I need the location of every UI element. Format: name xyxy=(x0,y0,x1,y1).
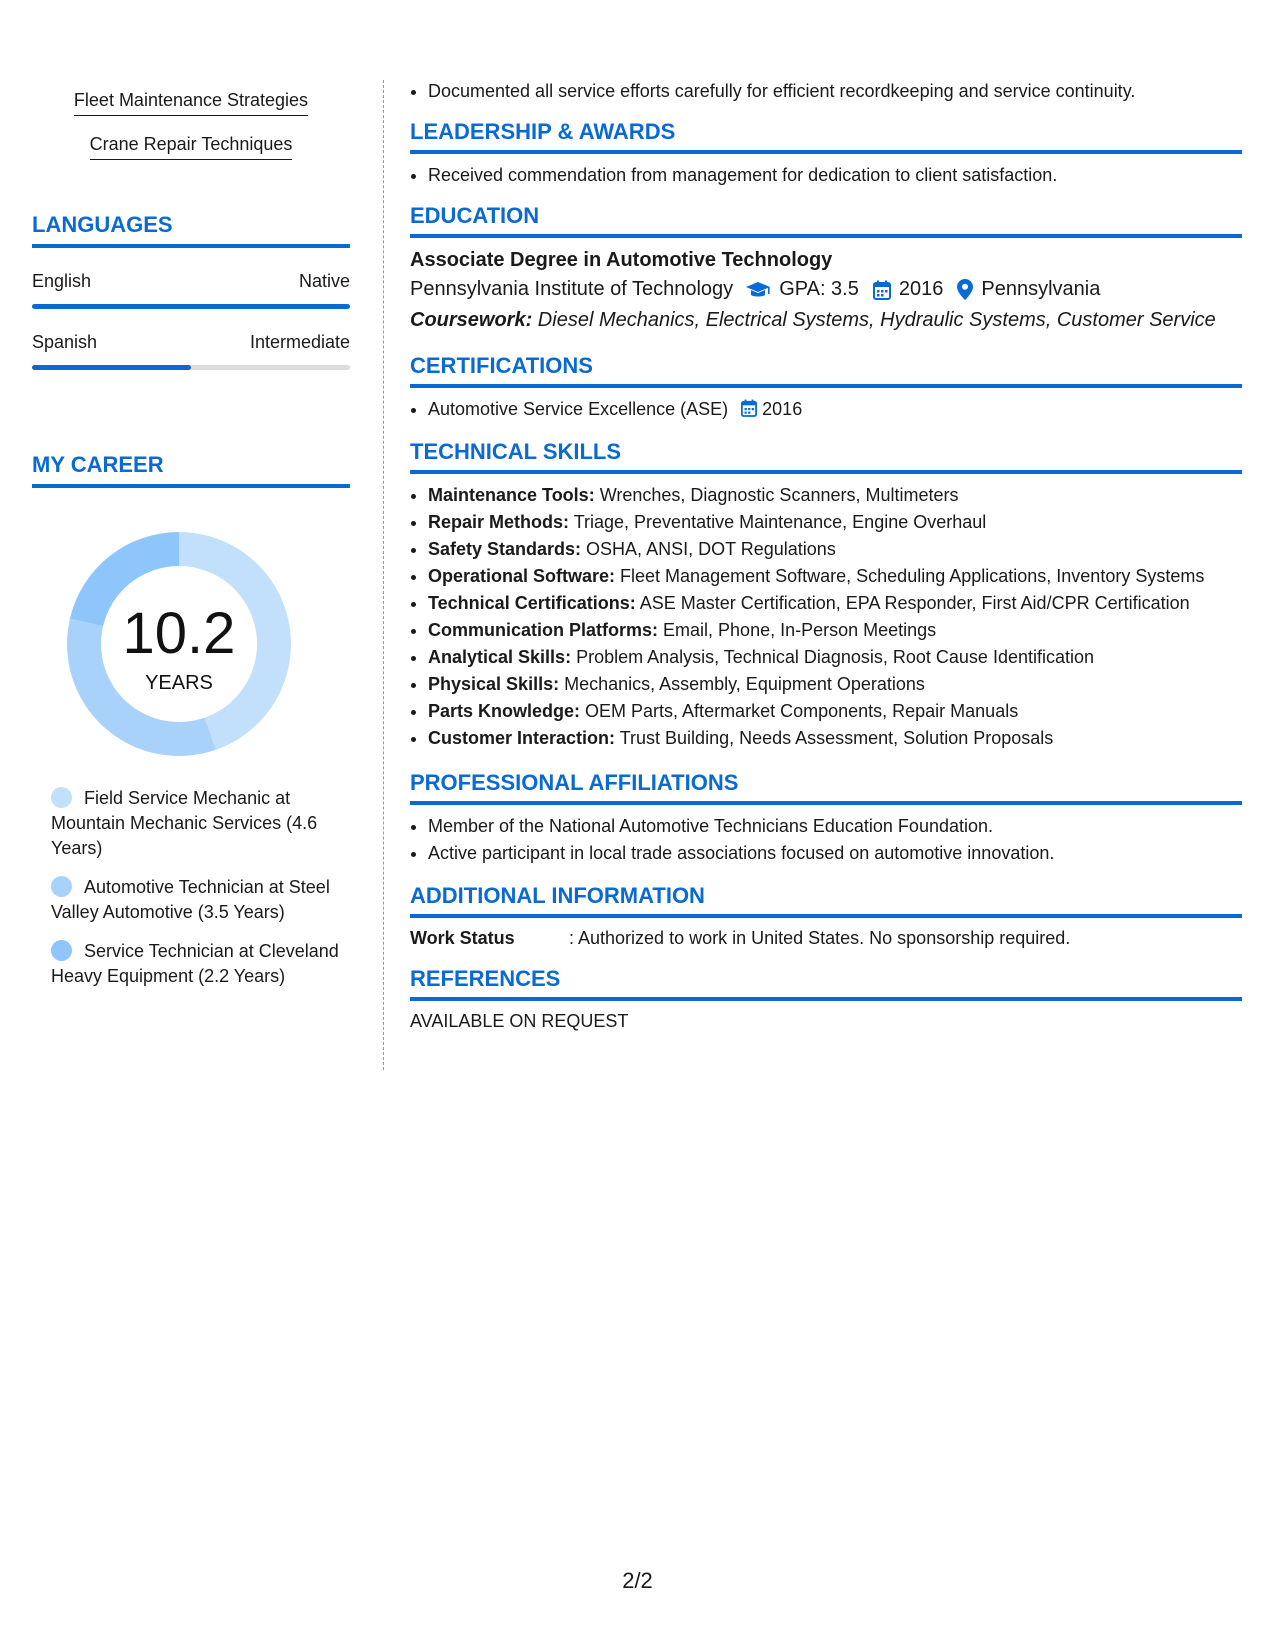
work-status-label: Work Status xyxy=(410,928,515,948)
skill-value: Wrenches, Diagnostic Scanners, Multimeters xyxy=(594,485,959,505)
skill-item xyxy=(428,590,1242,617)
skills-list xyxy=(410,482,1242,752)
experience-continued xyxy=(410,78,1242,105)
school-location: Pennsylvania xyxy=(981,278,1101,300)
language-bar-fill xyxy=(32,304,350,309)
career-unit: YEARS xyxy=(145,672,213,694)
skill-label: Physical Skills: xyxy=(428,674,560,694)
leadership-section xyxy=(410,119,1242,189)
experience-bullet: • Documented all service efforts carefully for efficient recordkeeping and service continuity. xyxy=(428,78,1242,105)
career-dot xyxy=(51,787,72,808)
career-section xyxy=(32,452,350,989)
certification-year: 2016 xyxy=(762,399,803,419)
skill-value: Triage, Preventative Maintenance, Engine Overhaul xyxy=(569,512,987,532)
skill-label: Operational Software: xyxy=(428,566,616,586)
skill-value: OSHA, ANSI, DOT Regulations xyxy=(581,539,836,559)
affiliation-item: • Member of the National Automotive Technicians Education Foundation. xyxy=(428,813,1242,840)
skill-label: Safety Standards: xyxy=(428,539,582,559)
education-heading: EDUCATION xyxy=(410,203,1242,238)
skill-item xyxy=(428,644,1242,671)
column-divider xyxy=(383,80,384,1070)
certification-name: Automotive Service Excellence (ASE) xyxy=(428,399,729,419)
coursework xyxy=(410,305,1242,335)
language-item xyxy=(32,270,350,309)
language-bar xyxy=(32,304,350,309)
language-name: Spanish xyxy=(32,332,98,352)
certifications-heading: CERTIFICATIONS xyxy=(410,353,1242,388)
skill-value: Email, Phone, In-Person Meetings xyxy=(658,620,937,640)
certifications-list xyxy=(410,396,1242,425)
skills-section xyxy=(410,439,1242,752)
affiliation-item: • Active participant in local trade associations focused on automotive innovation. xyxy=(428,840,1242,867)
sidebar xyxy=(32,78,350,1003)
leadership-heading: LEADERSHIP & AWARDS xyxy=(410,119,1242,154)
map-pin-icon xyxy=(957,279,973,300)
skill-value: Fleet Management Software, Scheduling Applications, Inventory Systems xyxy=(615,566,1205,586)
career-item-text: Automotive Technician at Steel Valley Automotive (3.5 Years) xyxy=(51,877,330,922)
education-details xyxy=(410,274,1242,305)
career-item xyxy=(32,786,350,861)
skill-item xyxy=(428,563,1242,590)
skill-item xyxy=(428,671,1242,698)
skill-label: Customer Interaction: xyxy=(428,728,616,748)
graduation-year: 2016 xyxy=(898,278,944,300)
skill-item xyxy=(428,482,1242,509)
degree-title: Associate Degree in Automotive Technology xyxy=(410,249,833,271)
interest-chip: Crane Repair Techniques xyxy=(90,132,293,160)
graduation-cap-icon xyxy=(745,280,771,300)
skill-item xyxy=(428,536,1242,563)
skill-item xyxy=(428,698,1242,725)
interest-chip: Fleet Maintenance Strategies xyxy=(74,88,308,116)
interests xyxy=(32,88,350,160)
skill-item xyxy=(428,725,1242,752)
career-total: 10.2 xyxy=(122,601,236,666)
affiliations-list xyxy=(410,813,1242,867)
skill-label: Maintenance Tools: xyxy=(428,485,595,505)
languages-section xyxy=(32,212,350,370)
coursework-label: Coursework: xyxy=(410,309,533,331)
skill-value: OEM Parts, Aftermarket Components, Repair Manuals xyxy=(580,701,1019,721)
language-name: English xyxy=(32,271,92,291)
career-dot xyxy=(51,940,72,961)
leadership-item: • Received commendation from management for dedication to client satisfaction. xyxy=(428,162,1242,189)
skill-value: Trust Building, Needs Assessment, Solution Proposals xyxy=(615,728,1054,748)
language-bar-fill xyxy=(32,365,191,370)
references-heading: REFERENCES xyxy=(410,966,1242,1001)
additional-heading: ADDITIONAL INFORMATION xyxy=(410,883,1242,918)
language-bar xyxy=(32,365,350,370)
page-number: 2/2 xyxy=(622,1568,653,1593)
school-name: Pennsylvania Institute of Technology xyxy=(410,278,734,300)
career-item xyxy=(32,939,350,989)
certification-item xyxy=(428,396,1242,425)
leadership-list xyxy=(410,162,1242,189)
affiliations-section xyxy=(410,770,1242,867)
education-section xyxy=(410,203,1242,335)
skill-value: Problem Analysis, Technical Diagnosis, Root Cause Identification xyxy=(571,647,1095,667)
language-level: Intermediate xyxy=(249,332,350,352)
skill-label: Technical Certifications: xyxy=(428,593,636,613)
references-section xyxy=(410,966,1242,1032)
work-status-row xyxy=(410,926,1242,950)
work-status-value: : Authorized to work in United States. No sponsorship required. xyxy=(569,928,1071,948)
career-dot xyxy=(51,876,72,897)
career-item xyxy=(32,875,350,925)
career-item-text: Field Service Mechanic at Mountain Mechanic Services (4.6 Years) xyxy=(51,788,318,858)
calendar-icon xyxy=(873,280,891,300)
additional-section xyxy=(410,883,1242,950)
skill-item xyxy=(428,509,1242,536)
skill-label: Communication Platforms: xyxy=(428,620,659,640)
languages-heading: LANGUAGES xyxy=(32,212,350,248)
main-column xyxy=(410,78,1242,1032)
skill-label: Parts Knowledge: xyxy=(428,701,581,721)
certifications-section xyxy=(410,353,1242,425)
skill-label: Analytical Skills: xyxy=(428,647,572,667)
skill-value: ASE Master Certification, EPA Responder, First Aid/CPR Certification xyxy=(635,593,1190,613)
career-donut xyxy=(67,532,291,756)
gpa: GPA: 3.5 xyxy=(779,278,859,300)
career-item-text: Service Technician at Cleveland Heavy Equipment (2.2 Years) xyxy=(51,941,339,986)
coursework-list: Diesel Mechanics, Electrical Systems, Hydraulic Systems, Customer Service xyxy=(532,309,1216,331)
skill-item xyxy=(428,617,1242,644)
affiliations-heading: PROFESSIONAL AFFILIATIONS xyxy=(410,770,1242,805)
skill-value: Mechanics, Assembly, Equipment Operations xyxy=(559,674,925,694)
career-heading: MY CAREER xyxy=(32,452,350,488)
skills-heading: TECHNICAL SKILLS xyxy=(410,439,1242,474)
language-item xyxy=(32,331,350,370)
calendar-icon xyxy=(741,398,757,425)
references-text: AVAILABLE ON REQUEST xyxy=(410,1011,629,1031)
career-list xyxy=(32,786,350,989)
skill-label: Repair Methods: xyxy=(428,512,570,532)
language-level: Native xyxy=(298,271,350,291)
